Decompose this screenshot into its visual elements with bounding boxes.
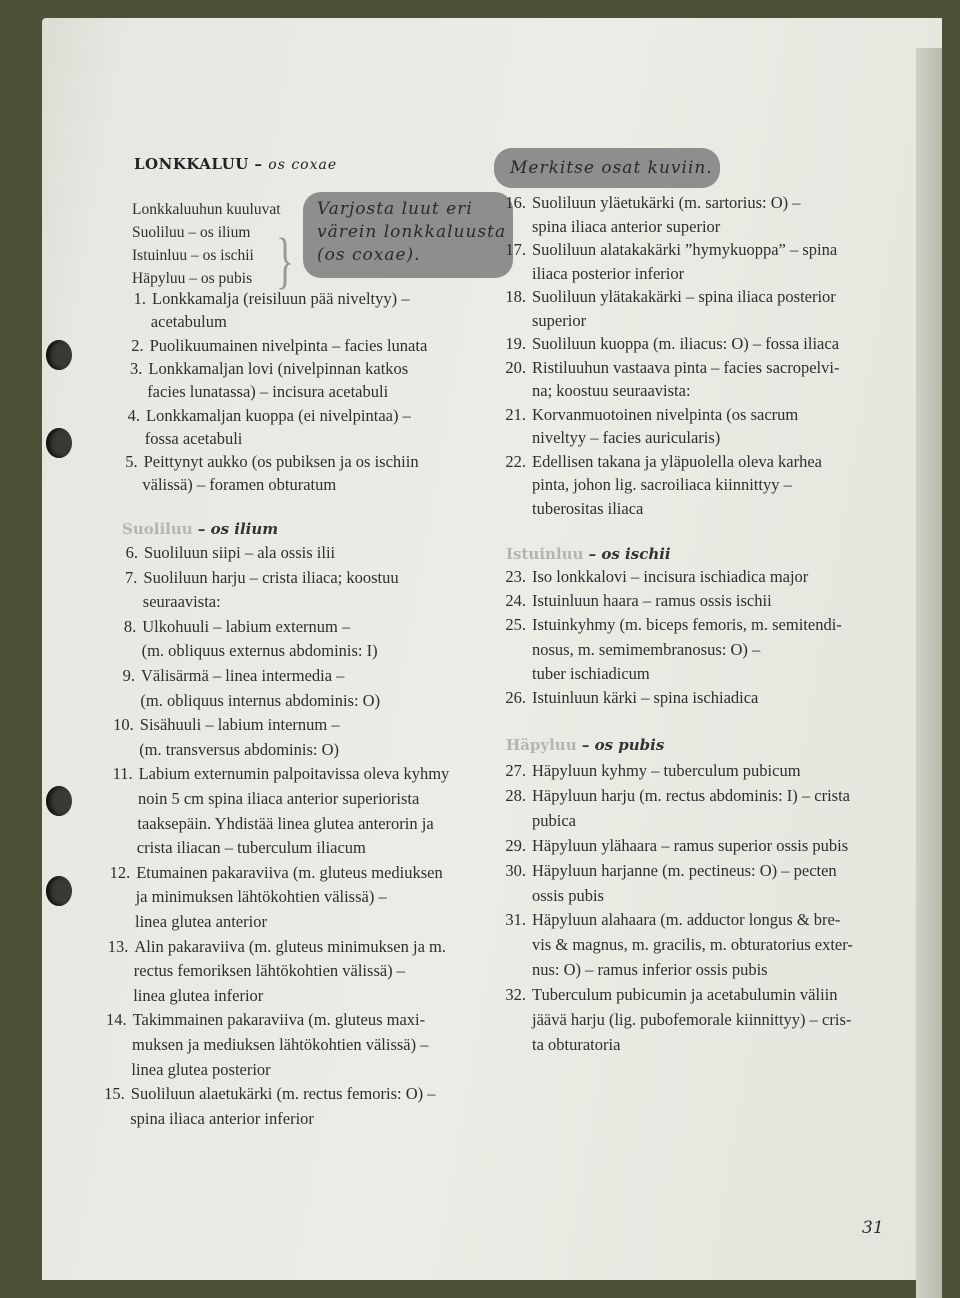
item-text-line: Häpyluun harju (m. rectus abdominis: I) – crista (532, 785, 851, 805)
item-text-line: Häpyluun alahaara (m. adductor longus & bre- (532, 910, 841, 930)
item-text-line: Häpyluun kyhmy – tuberculum pubicum (532, 761, 801, 780)
item-text-line: taaksepäin. Yhdistää linea glutea anterorin ja (137, 813, 434, 833)
section-heading-pubis (506, 736, 664, 754)
item-text-line: Peittynyt aukko (os pubiksen ja os ischiin (143, 452, 419, 472)
item-number: 19. (505, 334, 526, 353)
section-name: Istuinluu (506, 545, 584, 563)
item-text-line: Suoliluun siipi – ala ossis ilii (144, 543, 336, 562)
item-text-line: Suoliluun harju – crista iliaca; koostuu (143, 567, 399, 587)
mark-instruction-box (494, 148, 720, 188)
item-number: 12. (109, 862, 131, 882)
item-text-line: Edellisen takana ja yläpuolella oleva karhea (532, 451, 822, 471)
item-text-line: linea glutea posterior (131, 1059, 271, 1079)
section-latin: – os ischii (588, 545, 671, 563)
item-number: 4. (127, 405, 140, 425)
item-text-line: spina iliaca anterior superior (532, 216, 721, 236)
instruction-line: (os coxae). (317, 245, 421, 265)
item-text-line: Etumainen pakaraviiva (m. gluteus mediuksen (136, 862, 443, 882)
item-text-line: Istuinluun kärki – spina ischiadica (532, 688, 759, 707)
instruction-line: värein lonkkaluusta (317, 222, 507, 242)
item-text-line: noin 5 cm spina iliaca anterior superiorista (138, 789, 420, 808)
item-text-line: Suoliluun alaetukärki (m. rectus femoris: O) – (130, 1084, 436, 1104)
item-number: 15. (104, 1084, 125, 1104)
item-text-line: (m. obliquus externus abdominis: I) (141, 641, 378, 661)
item-text-line: Häpyluun harjanne (m. pectineus: O) – pecten (532, 860, 837, 880)
item-number: 7. (125, 567, 138, 587)
item-text-line: Ristiluuhun vastaava pinta – facies sacropelvi- (532, 357, 840, 377)
item-text-line: vis & magnus, m. gracilis, m. obturatorius exter- (532, 935, 853, 955)
shade-instruction-box (303, 192, 513, 278)
item-text-line: Puolikuumainen nivelpinta – facies lunata (149, 335, 428, 355)
intro-line: Istuinluu – os ischii (132, 247, 254, 264)
item-text-line: tuberositas iliaca (532, 498, 644, 518)
item-text-line: crista iliacan – tuberculum iliacum (136, 838, 366, 858)
intro-line: Häpyluu – os pubis (132, 270, 253, 287)
item-text-line: Välisärmä – linea intermedia – (141, 666, 345, 685)
item-number: 31. (505, 910, 526, 930)
item-text-line: Suoliluun yläetukärki (m. sartorius: O) – (532, 193, 801, 212)
item-text-line: Istuinluun haara – ramus ossis ischii (532, 591, 772, 611)
item-text-line: Häpyluun ylähaara – ramus superior ossis pubis (532, 835, 849, 855)
title-latin: os coxae (268, 157, 338, 173)
item-number: 9. (122, 666, 135, 685)
item-text-line: superior (532, 310, 587, 330)
item-number: 2. (131, 335, 144, 355)
item-text-line: Istuinkyhmy (m. biceps femoris, m. semitendi- (532, 615, 842, 635)
item-number: 25. (505, 615, 526, 635)
item-number: 16. (505, 193, 526, 212)
item-text-line: Tuberculum pubicumin ja acetabulumin väliin (532, 985, 838, 1005)
item-number: 22. (505, 451, 526, 471)
item-text-line: Lonkkamaljan kuoppa (ei nivelpintaa) – (146, 405, 411, 425)
binder-hole (46, 340, 72, 370)
item-text-line: iliaca posterior inferior (532, 263, 685, 283)
item-number: 8. (123, 616, 137, 636)
item-text-line: nosus, m. semimembranosus: O) – (532, 639, 761, 659)
intro-line: Lonkkaluuhun kuuluvat (132, 201, 281, 218)
instruction-line: Varjosta luut eri (317, 199, 473, 219)
intro-block (132, 198, 281, 290)
item-number: 1. (133, 289, 146, 308)
item-text-line: nus: O) – ramus inferior ossis pubis (532, 960, 768, 980)
item-text-line: Iso lonkkalovi – incisura ischiadica major (532, 567, 809, 586)
item-text-line: acetabulum (150, 312, 227, 332)
item-number: 24. (505, 591, 526, 611)
section-heading-ilium (122, 520, 278, 538)
item-text-line: (m. obliquus internus abdominis: O) (140, 690, 381, 710)
item-number: 23. (505, 567, 526, 586)
item-text-line: rectus femoriksen lähtökohtien välissä) – (133, 961, 406, 981)
item-number: 18. (505, 287, 526, 306)
item-text-line: muksen ja mediuksen lähtökohtien välissä) – (132, 1035, 429, 1054)
item-text-line: linea glutea inferior (133, 985, 264, 1005)
item-text-line: Ulkohuuli – labium externum – (142, 616, 351, 636)
page-number: 31 (862, 1218, 884, 1238)
item-text-line: pinta, johon lig. sacroiliaca kiinnittyy – (532, 475, 792, 494)
item-text-line: Sisähuuli – labium internum – (139, 715, 340, 735)
item-text-line: seuraavista: (142, 592, 221, 612)
item-number: 3. (130, 358, 143, 378)
item-text-line: spina iliaca anterior inferior (130, 1108, 314, 1128)
brace-icon: } (275, 227, 294, 295)
page-title: LONKKALUU – os coxae (134, 155, 338, 173)
item-text-line: Lonkkamalja (reisiluun pää niveltyy) – (152, 289, 410, 308)
item-number: 29. (505, 835, 526, 855)
item-text-line: pubica (532, 810, 576, 830)
item-text-line: ta obturatoria (532, 1034, 621, 1054)
item-text-line: facies lunatassa) – incisura acetabuli (147, 382, 389, 402)
page-edge (916, 48, 942, 1298)
item-text-line: Suoliluun kuoppa (m. iliacus: O) – fossa iliaca (532, 334, 840, 353)
intro-line: Suoliluu – os ilium (132, 224, 251, 241)
item-text-line: (m. transversus abdominis: O) (139, 739, 339, 759)
item-text-line: na; koostuu seuraavista: (532, 381, 691, 400)
item-text-line: Alin pakaraviiva (m. gluteus minimuksen ja m. (134, 936, 446, 956)
item-text-line: tuber ischiadicum (532, 663, 650, 683)
item-text-line: ossis pubis (532, 885, 604, 905)
item-text-line: Suoliluun alatakakärki ”hymykuoppa” – spina (532, 240, 838, 259)
binder-hole (46, 876, 72, 906)
item-number: 6. (125, 543, 138, 562)
section-name: Suoliluu (122, 520, 193, 538)
item-text-line: Labium externumin palpoitavissa oleva kyhmy (138, 764, 450, 784)
section-name: Häpyluu (506, 736, 577, 754)
title-text: LONKKALUU (134, 155, 249, 173)
item-number: 10. (113, 715, 134, 735)
item-number: 14. (105, 1010, 127, 1030)
item-text-line: Takimmainen pakaraviiva (m. gluteus maxi- (132, 1010, 426, 1030)
item-number: 26. (505, 688, 526, 707)
item-text-line: Suoliluun ylätakakärki – spina iliaca posterior (532, 287, 836, 306)
item-number: 13. (107, 936, 129, 956)
item-text-line: linea glutea anterior (135, 912, 267, 931)
item-number: 27. (505, 761, 526, 780)
section-latin: – os ilium (197, 520, 279, 538)
binder-hole (46, 428, 72, 458)
item-number: 28. (505, 785, 526, 805)
section-heading-ischii (506, 545, 671, 563)
section-latin: – os pubis (581, 736, 665, 754)
item-text-line: välissä) – foramen obturatum (142, 475, 337, 495)
item-number: 21. (505, 404, 526, 424)
item-number: 32. (505, 985, 526, 1005)
instruction-text: Merkitse osat kuviin. (510, 158, 713, 178)
item-number: 20. (505, 357, 526, 377)
item-number: 30. (505, 860, 526, 880)
item-text-line: fossa acetabuli (144, 428, 243, 448)
binder-hole (46, 786, 72, 816)
item-text-line: niveltyy – facies auricularis) (532, 428, 721, 447)
item-number: 11. (112, 764, 133, 784)
item-number: 5. (125, 452, 138, 472)
item-text-line: Korvanmuotoinen nivelpinta (os sacrum (532, 404, 799, 424)
item-text-line: Lonkkamaljan lovi (nivelpinnan katkos (148, 358, 409, 378)
item-number: 17. (505, 240, 526, 259)
item-text-line: ja minimuksen lähtökohtien välissä) – (135, 887, 387, 907)
item-text-line: jäävä harju (lig. pubofemorale kiinnittyy) – cris- (532, 1010, 852, 1029)
